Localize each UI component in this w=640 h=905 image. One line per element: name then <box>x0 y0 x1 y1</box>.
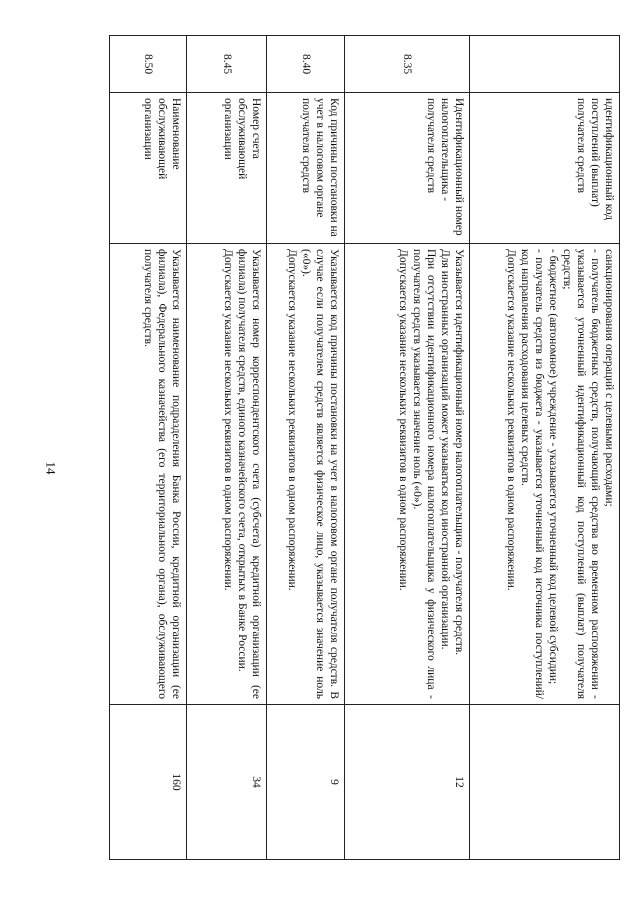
description-line: Указывается идентификационный номер налогоплательщика - получателя средств. <box>453 249 465 656</box>
requisite-name: Наименование обслуживающей организации <box>110 93 187 244</box>
requisite-description <box>187 244 267 705</box>
table-row <box>470 36 620 860</box>
description-line: - получатель средств из бюджета - указывается уточненный код источника поступлений/код направления расходования целевых средств. <box>518 249 545 699</box>
description-line: Допускается указание нескольких реквизитов в одном распоряжении. <box>221 249 234 591</box>
requisite-name: Код причины постановки на учет в налоговом органе получателя средств <box>267 93 345 244</box>
description-line: - бюджетное (автономное) учреждение - указывается уточненный код целевой субсидии; <box>546 249 559 685</box>
description-line: Допускается указание нескольких реквизитов в одном распоряжении. <box>285 249 298 591</box>
requisites-table <box>109 35 620 860</box>
row-number: 8.35 <box>345 36 470 93</box>
requisite-name: Идентификационный номер налогоплательщика - получателя средств <box>345 93 470 244</box>
description-line: Указывается номер корреспондентского счета (субсчета) кредитной организации (ее филиала) получателя средств, единого казначейского счета, открытых в Банке России. <box>235 249 262 699</box>
table-row <box>110 36 187 860</box>
row-number: 8.50 <box>110 36 187 93</box>
field-length: 9 <box>267 705 345 860</box>
requisite-description <box>267 244 345 705</box>
table-row <box>187 36 267 860</box>
table-row <box>267 36 345 860</box>
description-line: Допускается указание нескольких реквизитов в одном распоряжении. <box>504 249 517 591</box>
field-length <box>470 705 620 860</box>
description-line: При отсутствии идентификационного номера налогоплательщика у физического лица - получателя средств указывается значение ноль («0»). <box>410 249 437 699</box>
description-line: Указывается код причины постановки на учет в налоговом органе получателя средств. В случае если получателем средств является физическое лицо, указывается значение ноль («0»). <box>299 249 340 699</box>
row-number <box>470 36 620 93</box>
row-number: 8.40 <box>267 36 345 93</box>
field-length: 160 <box>110 705 187 860</box>
row-number: 8.45 <box>187 36 267 93</box>
requisites-table-wrapper <box>110 35 620 860</box>
field-length: 12 <box>345 705 470 860</box>
description-line: Указывается наименование подразделения Банка России, кредитной организации (ее филиала), Федерального казначейства (его территориального органа), обслуживающего получателя средств. <box>141 249 182 699</box>
requisite-name: идентификационный код поступлений (выплат) получателя средств <box>470 93 620 244</box>
field-length: 34 <box>187 705 267 860</box>
page-number: 14 <box>43 461 59 475</box>
requisite-description <box>470 244 620 705</box>
description-line: санкционирования операций с целевыми расходами; <box>603 249 615 507</box>
requisite-name: Номер счета обслуживающей организации <box>187 93 267 244</box>
requisite-description <box>110 244 187 705</box>
table-row <box>345 36 470 860</box>
description-line: - получатель бюджетных средств, получающий средства во временном распоряжении - указывается уточненный идентификационный код поступлений (выплат) получателя средств; <box>560 249 601 699</box>
description-line: Допускается указание нескольких реквизитов в одном распоряжении. <box>396 249 409 591</box>
description-line: Для иностранных организаций может указываться код иностранной организации. <box>438 249 451 650</box>
requisite-description <box>345 244 470 705</box>
